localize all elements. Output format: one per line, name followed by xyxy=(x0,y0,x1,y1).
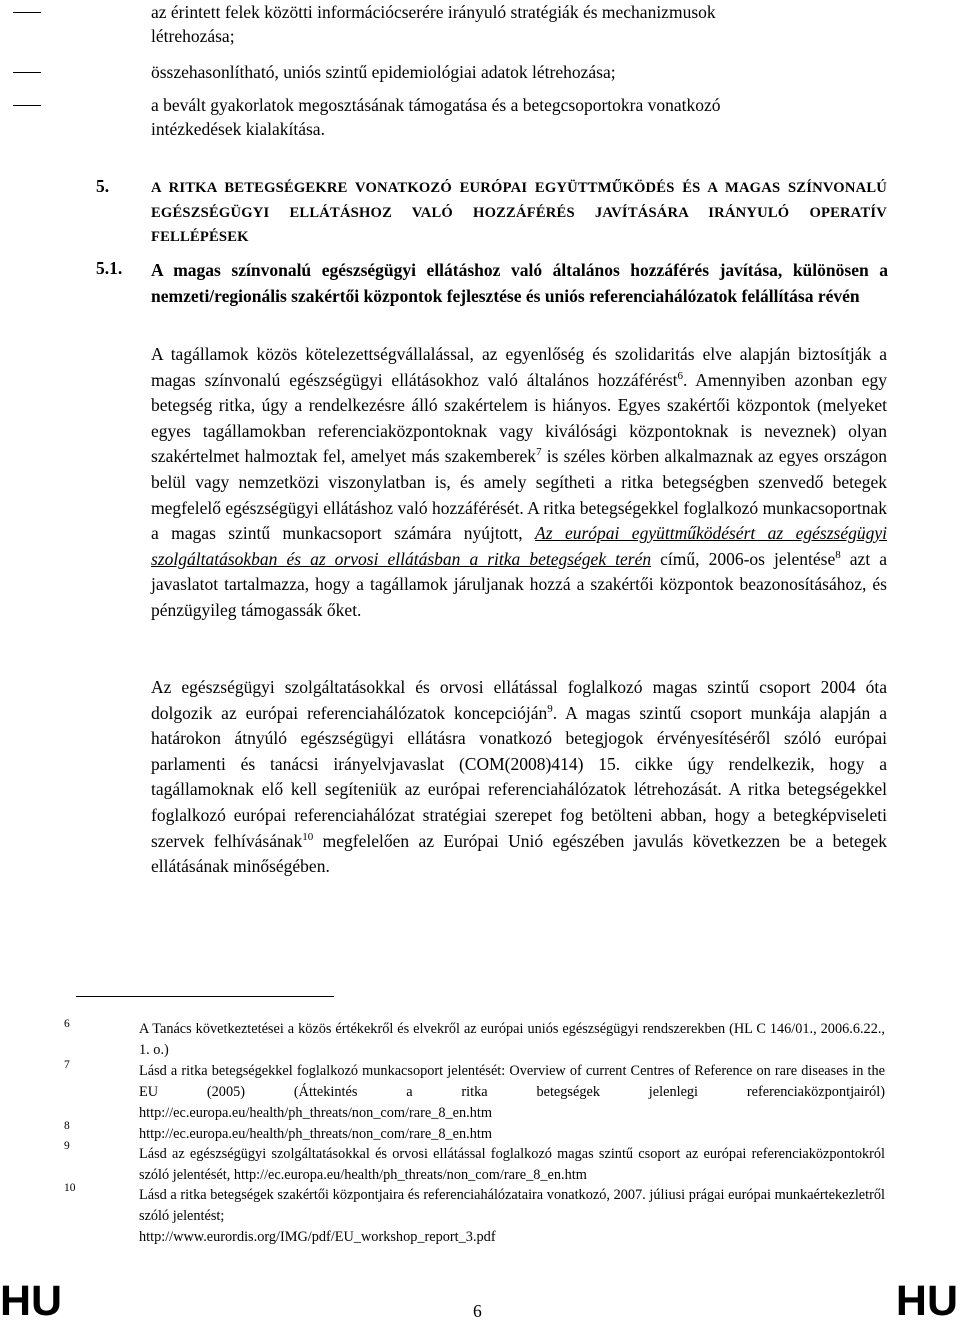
bullet-line: a bevált gyakorlatok megosztásának támogatása és a betegcsoportokra vonatkozó xyxy=(151,95,721,115)
bullet-item xyxy=(151,93,891,141)
footer-language-left: HU xyxy=(0,1277,63,1325)
bullet-line: intézkedések kialakítása. xyxy=(151,119,325,139)
footnote-text: Lásd az egészségügyi szolgáltatásokkal és orvosi ellátással foglalkozó magas szintű csoport az európai referenciaközpontokról szóló jelentését, http://ec.europa.eu/health/ph_threats/non_com/rare_8_en.htm xyxy=(139,1146,885,1183)
subsection-number: 5.1. xyxy=(96,258,123,278)
section-number: 5. xyxy=(96,176,110,196)
footnote-ref: 8 xyxy=(835,548,841,561)
bullet-item xyxy=(151,0,891,48)
footnote-number: 10 xyxy=(64,1182,76,1194)
footnote-number: 8 xyxy=(64,1120,70,1132)
footnote-url[interactable]: http://www.eurordis.org/IMG/pdf/EU_workshop_report_3.pdf xyxy=(139,1229,496,1245)
section-title: A RITKA BETEGSÉGEKRE VONATKOZÓ EURÓPAI EGYÜTTMŰKÖDÉS ÉS A MAGAS SZÍNVONALÚ EGÉSZSÉGÜGYI ELLÁTÁSHOZ VALÓ HOZZÁFÉRÉS JAVÍTÁSÁRA IRÁNYULÓ OPERATÍV FELLÉPÉSEK xyxy=(151,180,887,245)
footnote-ref: 10 xyxy=(302,830,314,843)
subsection-title: A magas színvonalú egészségügyi ellátáshoz való általános hozzáférés javítása, különösen a nemzeti/regionális szakértői központok fejlesztése és uniós referenciahálózatok felállítása révén xyxy=(151,260,888,306)
bullet-line: összehasonlítható, uniós szintű epidemiológiai adatok létrehozása; xyxy=(151,62,616,82)
bullet-item xyxy=(151,60,891,84)
footnote-text: Lásd a ritka betegségekkel foglalkozó munkacsoport jelentését: Overview of current Centres of Reference on rare diseases in the EU (2005) (Áttekintés a ritka betegségek jelenlegi referenciaközpontjairól) http://ec.europa.eu/health/ph_threats/non_com/rare_8_en.htm xyxy=(139,1063,885,1121)
footnote-number: 9 xyxy=(64,1140,70,1152)
footer-language-right: HU xyxy=(895,1277,958,1325)
footnote-ref: 9 xyxy=(547,702,553,715)
body-paragraph: A tagállamok közös kötelezettségvállalással, az egyenlőség és szolidaritás elve alapján biztosítják a magas színvonalú egészségügyi ellátásokhoz való általános hozzáférést$^6$. Amennyiben azonban egy betegség ritka, úgy a rendelkezésre álló szakértelem is hiányos. Egyes szakértői központok (melyeket egyes tagállamokban referenciaközpontoknak vagy kiválósági központoknak is neveznek) olyan szakértelmet halmoztak fel, amelyet más szakemberek$^7$ is széles körben alkalmaznak az egyes országon belül vagy nemzetközi viszonylatban is, és amely segítheti a ritka betegségben szenvedő betegek megfelelő egészségügyi ellátáshoz való hozzáférését. A ritka betegségekkel foglalkozó munkacsoportnak a magas szintű munkacsoport számára nyújtott, Az európai együttműködésért az egészségügyi szolgáltatásokban és az orvosi ellátásban a ritka betegségek terén című, 2006-os jelentése$^8$ azt a javaslatot tartalmazza, hogy a tagállamok járuljanak hozzá a szakértői központok beazonosításához, és pénzügyileg támogassák őket. xyxy=(151,344,887,620)
footnote-text: http://ec.europa.eu/health/ph_threats/non_com/rare_8_en.htm xyxy=(139,1126,492,1142)
footnote-number: 7 xyxy=(64,1059,70,1071)
bullet-line: az érintett felek közötti információcserére irányuló stratégiák és mechanizmusok xyxy=(151,2,716,22)
page-number: 6 xyxy=(473,1301,482,1321)
body-paragraph: Az egészségügyi szolgáltatásokkal és orvosi ellátással foglalkozó magas szintű csoport 2004 óta dolgozik az európai referenciahálózatok koncepcióján$^9$. A magas szintű csoport munkája alapján a határokon átnyúló egészségügyi ellátásra vonatkozó betegjogok érvényesítéséről szóló európai parlamenti és tanácsi irányelvjavaslat (COM(2008)414) 15. cikke úgy rendelkezik, hogy a tagállamoknak elő kell segíteniük az európai referenciahálózatok létrehozását. A ritka betegségekkel foglalkozó európai referenciahálózat stratégiai szerepet fog betölteni abban, hogy a betegképviseleti szervek felhívásának$^{10}$ megfelelően az Európai Unió egészében javulás következzen be a betegek ellátásának minőségében. xyxy=(151,677,887,877)
footnote-ref: 7 xyxy=(536,446,542,459)
bullet-line: létrehozása; xyxy=(151,26,235,46)
footnote-text: A Tanács következtetései a közös értékekről és elvekről az európai uniós egészségügyi rendszerekben (HL C 146/01., 2006.6.22., 1. o.) xyxy=(139,1021,885,1058)
report-title: Az európai együttműködésért az egészségügyi szolgáltatásokban és az orvosi ellátásban a ritka betegségek terén xyxy=(151,523,887,569)
footnote-separator xyxy=(76,996,334,997)
footnote-number: 6 xyxy=(64,1018,70,1030)
footnote-ref: 6 xyxy=(677,369,683,382)
footnote-text: Lásd a ritka betegségek szakértői központjaira és referenciahálózataira vonatkozó, 2007. júliusi prágai európai munkaértekezletről szóló jelentést; http://www.eurordis.org/IMG/pdf/EU_workshop_report_3.pdf xyxy=(139,1187,885,1245)
